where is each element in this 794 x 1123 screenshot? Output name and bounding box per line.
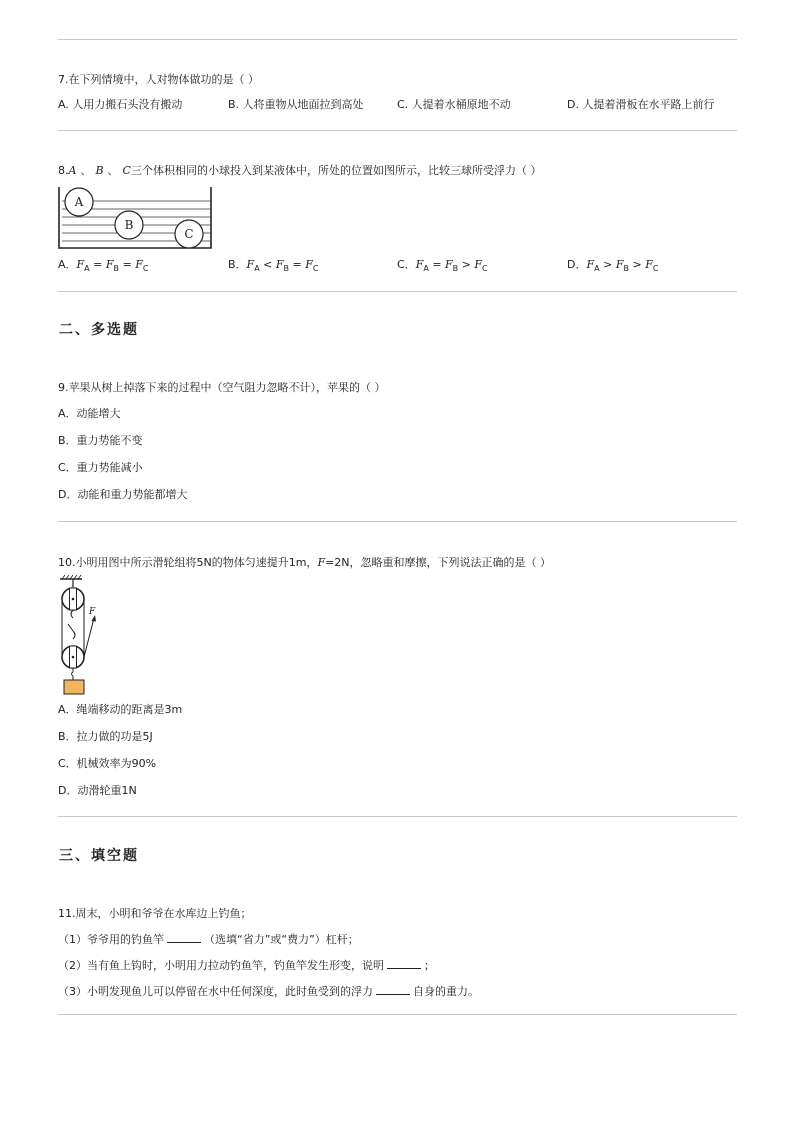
divider bbox=[58, 521, 737, 522]
q9-option-b: B．重力势能不变 bbox=[58, 434, 143, 447]
q11-part1: （1）爷爷用的钓鱼竿 （选填“省力”或“费力”）杠杆； bbox=[58, 933, 359, 946]
q8-option-a: A．$F_A = F_B = F_C$ bbox=[58, 258, 149, 274]
divider bbox=[58, 130, 737, 131]
q11-part2: （2）当有鱼上钩时，小明用力拉动钓鱼竿，钓鱼竿发生形变，说明 ； bbox=[58, 959, 435, 972]
ball-a-label: A bbox=[74, 195, 84, 209]
q9-option-d: D．动能和重力势能都增大 bbox=[58, 488, 188, 501]
q10-option-a: A．绳端移动的距离是3m bbox=[58, 703, 183, 716]
ball-c-label: C bbox=[184, 227, 194, 241]
answer-blank[interactable] bbox=[167, 932, 201, 943]
q8-option-c: C．$F_A = F_B > F_C$ bbox=[397, 258, 488, 274]
q9-option-a: A．动能增大 bbox=[58, 407, 121, 420]
q8-sep: 、 bbox=[80, 164, 92, 177]
answer-blank[interactable] bbox=[376, 984, 410, 995]
q10-pulley-figure bbox=[56, 574, 106, 696]
q7-option-c: C. 人提着水桶原地不动 bbox=[397, 98, 511, 111]
q11-stem: 11.周末，小明和爷爷在水库边上钓鱼； bbox=[58, 907, 252, 920]
q7-option-a: A. 人用力搬石头没有搬动 bbox=[58, 98, 183, 111]
q8-ball-b-symbol: B bbox=[95, 164, 104, 177]
q8-stem bbox=[58, 164, 541, 178]
q7-stem: 7.在下列情境中，人对物体做功的是（ ） bbox=[58, 73, 259, 86]
ball-b-label: B bbox=[124, 218, 134, 232]
q8-sep: 、 bbox=[107, 164, 119, 177]
q8-ball-a-symbol: A bbox=[68, 164, 77, 177]
divider bbox=[58, 39, 737, 40]
q8-option-d: D．$F_A > F_B > F_C$ bbox=[567, 258, 659, 274]
q7-option-d: D. 人提着滑板在水平路上前行 bbox=[567, 98, 715, 111]
q10-option-d: D．动滑轮重1N bbox=[58, 784, 137, 797]
divider bbox=[58, 291, 737, 292]
q10-option-b: B．拉力做的功是5J bbox=[58, 730, 153, 743]
q8-liquid-figure bbox=[56, 184, 214, 252]
q7-option-b: B. 人将重物从地面拉到高处 bbox=[228, 98, 364, 111]
q9-stem: 9.苹果从树上掉落下来的过程中（空气阻力忽略不计），苹果的（ ） bbox=[58, 381, 386, 394]
force-label: F bbox=[89, 607, 96, 617]
q8-number: 8. bbox=[58, 164, 69, 177]
q11-part3: （3）小明发现鱼儿可以停留在水中任何深度，此时鱼受到的浮力 自身的重力。 bbox=[58, 985, 479, 998]
section-title-multiple-choice: 二、多选题 bbox=[59, 322, 139, 338]
q10-stem: 10.小明用图中所示滑轮组将5N的物体匀速提升1m，F=2N，忽略重和摩擦，下列说法正确的是（ ） bbox=[58, 556, 552, 569]
q8-ball-c-symbol: C bbox=[122, 164, 131, 177]
q10-option-c: C．机械效率为90% bbox=[58, 757, 157, 770]
divider bbox=[58, 816, 737, 817]
divider bbox=[58, 1014, 737, 1015]
answer-blank[interactable] bbox=[387, 958, 421, 969]
section-title-fill-in: 三、填空题 bbox=[59, 848, 139, 864]
weight-block bbox=[64, 680, 84, 694]
q9-option-c: C．重力势能减小 bbox=[58, 461, 143, 474]
q8-stem-rest: 三个体积相同的小球投入到某液体中，所处的位置如图所示，比较三球所受浮力（ ） bbox=[130, 164, 542, 177]
q8-option-b: B．$F_A < F_B = F_C$ bbox=[228, 258, 319, 274]
